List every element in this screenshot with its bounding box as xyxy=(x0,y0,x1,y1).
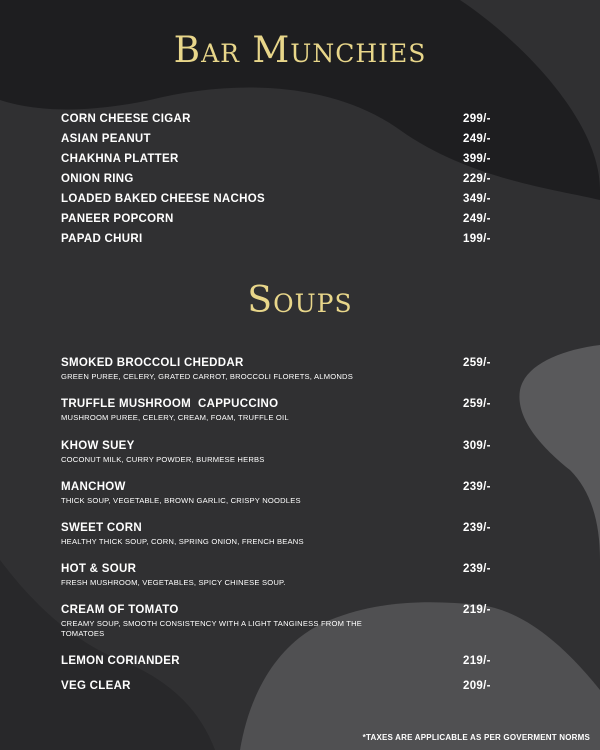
menu-item xyxy=(61,604,501,639)
light-wave-shape-right xyxy=(519,345,600,560)
menu-item xyxy=(61,113,501,125)
menu-item xyxy=(61,153,501,165)
item-name: CORN CHEESE CIGAR xyxy=(61,113,191,125)
menu-item xyxy=(61,680,501,692)
item-price: 249/- xyxy=(463,133,491,145)
menu-item xyxy=(61,522,501,547)
item-name: ONION RING xyxy=(61,173,134,185)
item-name: SWEET CORN xyxy=(61,522,142,534)
item-name: SMOKED BROCCOLI CHEDDAR xyxy=(61,357,244,369)
section-title-bar-munchies: Bar Munchies xyxy=(173,30,427,71)
section-title-soups: Soups xyxy=(247,280,353,321)
menu-item xyxy=(61,133,501,145)
item-name: PAPAD CHURI xyxy=(61,233,143,245)
menu-item xyxy=(61,440,501,465)
menu-item xyxy=(61,193,501,205)
item-name: LOADED BAKED CHEESE NACHOS xyxy=(61,193,265,205)
item-name: ASIAN PEANUT xyxy=(61,133,151,145)
item-price: 229/- xyxy=(463,173,491,185)
item-name: CREAM OF TOMATO xyxy=(61,604,179,616)
item-price: 259/- xyxy=(463,357,491,369)
item-price: 219/- xyxy=(463,604,491,616)
item-name: CHAKHNA PLATTER xyxy=(61,153,179,165)
item-name: VEG CLEAR xyxy=(61,680,131,692)
menu-item xyxy=(61,481,501,506)
item-description: CREAMY SOUP, SMOOTH CONSISTENCY WITH A LIGHT TANGINESS FROM THE TOMATOES xyxy=(61,619,363,638)
item-description: FRESH MUSHROOM, VEGETABLES, SPICY CHINESE SOUP. xyxy=(61,578,286,587)
menu-item xyxy=(61,213,501,225)
item-price: 349/- xyxy=(463,193,491,205)
menu-item xyxy=(61,563,501,588)
menu-item xyxy=(61,233,501,245)
menu-item xyxy=(61,173,501,185)
item-description: GREEN PUREE, CELERY, GRATED CARROT, BROCCOLI FLORETS, ALMONDS xyxy=(61,372,353,381)
item-description: MUSHROOM PUREE, CELERY, CREAM, FOAM, TRUFFLE OIL xyxy=(61,413,289,422)
item-price: 219/- xyxy=(463,655,491,667)
item-name: TRUFFLE MUSHROOM CAPPUCCINO xyxy=(61,398,279,410)
item-price: 199/- xyxy=(463,233,491,245)
item-price: 299/- xyxy=(463,113,491,125)
item-price: 239/- xyxy=(463,481,491,493)
menu-item xyxy=(61,398,501,423)
item-price: 249/- xyxy=(463,213,491,225)
item-name: LEMON CORIANDER xyxy=(61,655,180,667)
item-price: 239/- xyxy=(463,522,491,534)
menu-item xyxy=(61,655,501,667)
item-price: 209/- xyxy=(463,680,491,692)
tax-note: *TAXES ARE APPLICABLE AS PER GOVERMENT NORMS xyxy=(362,733,590,742)
item-description: COCONUT MILK, CURRY POWDER, BURMESE HERBS xyxy=(61,455,265,464)
item-description: HEALTHY THICK SOUP, CORN, SPRING ONION, FRENCH BEANS xyxy=(61,537,304,546)
item-price: 259/- xyxy=(463,398,491,410)
menu-item xyxy=(61,357,501,382)
item-name: HOT & SOUR xyxy=(61,563,137,575)
item-price: 399/- xyxy=(463,153,491,165)
item-name: MANCHOW xyxy=(61,481,126,493)
item-price: 309/- xyxy=(463,440,491,452)
item-price: 239/- xyxy=(463,563,491,575)
item-name: KHOW SUEY xyxy=(61,440,135,452)
item-name: PANEER POPCORN xyxy=(61,213,174,225)
item-description: THICK SOUP, VEGETABLE, BROWN GARLIC, CRISPY NOODLES xyxy=(61,496,301,505)
